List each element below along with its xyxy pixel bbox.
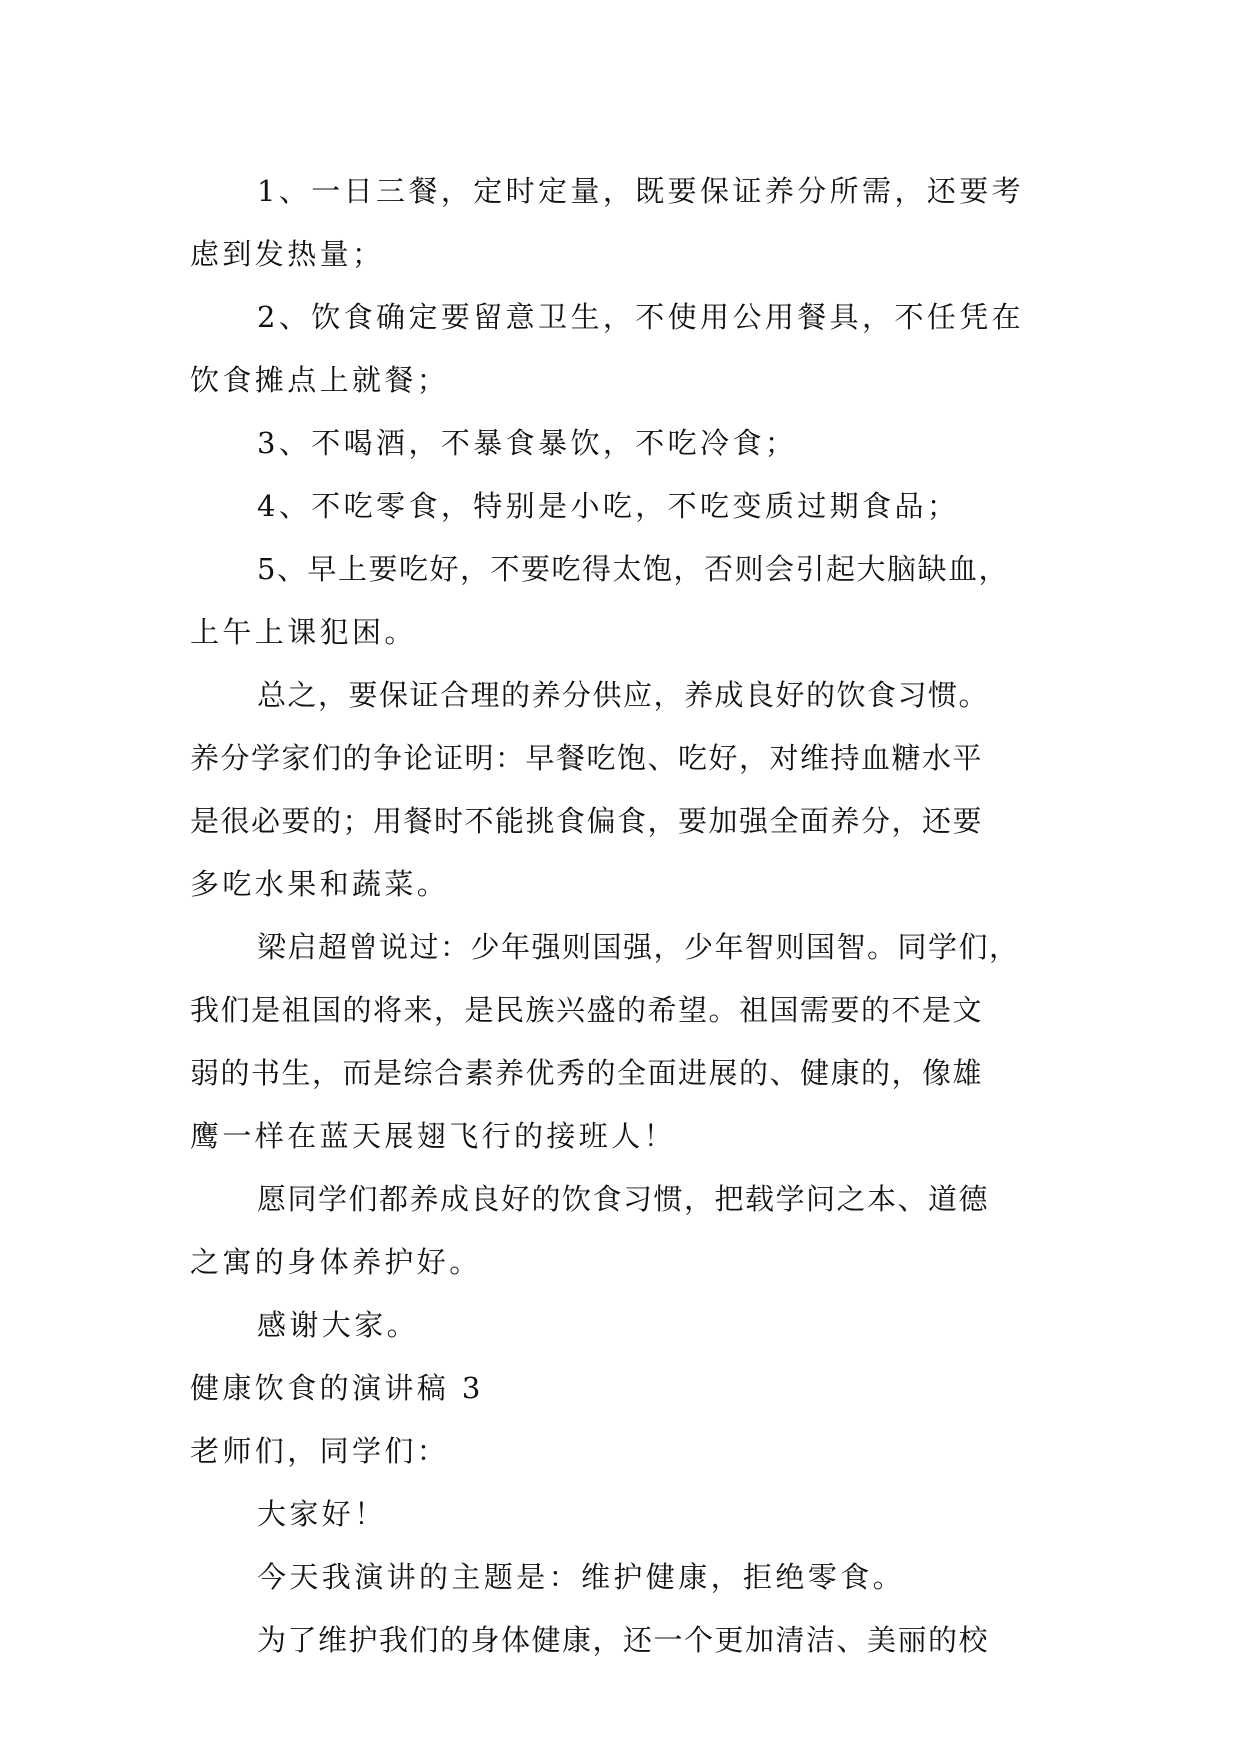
paragraph-line: 是很必要的；用餐时不能挑食偏食，要加强全面养分，还要 bbox=[190, 804, 984, 838]
paragraph-line: 上午上课犯困。 bbox=[190, 615, 417, 649]
paragraph-line: 梁启超曾说过：少年强则国强，少年智则国智。同学们， bbox=[257, 930, 1020, 964]
paragraph-line: 多吃水果和蔬菜。 bbox=[190, 867, 450, 901]
paragraph-line: 5、早上要吃好，不要吃得太饱，否则会引起大脑缺血， bbox=[257, 552, 1009, 586]
paragraph-line: 4、不吃零食，特别是小吃，不吃变质过期食品； bbox=[257, 489, 960, 523]
paragraph-line: 饮食摊点上就餐； bbox=[190, 363, 450, 397]
salutation: 老师们，同学们： bbox=[190, 1434, 450, 1468]
section-heading: 健康饮食的演讲稿 3 bbox=[190, 1371, 484, 1405]
document-body bbox=[190, 160, 1070, 1672]
paragraph-line: 为了维护我们的身体健康，还一个更加清洁、美丽的校 bbox=[257, 1623, 990, 1657]
paragraph-line: 愿同学们都养成良好的饮食习惯，把载学问之本、道德 bbox=[257, 1182, 990, 1216]
paragraph-line: 感谢大家。 bbox=[257, 1308, 420, 1342]
paragraph-line: 养分学家们的争论证明：早餐吃饱、吃好，对维持血糖水平 bbox=[190, 741, 984, 775]
paragraph-line: 之寓的身体养护好。 bbox=[190, 1245, 482, 1279]
paragraph-line: 虑到发热量； bbox=[190, 237, 385, 271]
paragraph-line: 总之，要保证合理的养分供应，养成良好的饮食习惯。 bbox=[257, 678, 990, 712]
paragraph-line: 鹰一样在蓝天展翅飞行的接班人！ bbox=[190, 1119, 677, 1153]
paragraph-line: 3、不喝酒，不暴食暴饮，不吃冷食； bbox=[257, 426, 798, 460]
paragraph-line: 2、饮食确定要留意卫生，不使用公用餐具，不任凭在 bbox=[257, 300, 1025, 334]
paragraph-line: 我们是祖国的将来，是民族兴盛的希望。祖国需要的不是文 bbox=[190, 993, 984, 1027]
paragraph-line: 1、一日三餐，定时定量，既要保证养分所需，还要考 bbox=[257, 174, 1025, 208]
paragraph-line: 弱的书生，而是综合素养优秀的全面进展的、健康的，像雄 bbox=[190, 1056, 984, 1090]
greeting: 大家好！ bbox=[257, 1497, 387, 1531]
paragraph-line: 今天我演讲的主题是：维护健康，拒绝零食。 bbox=[257, 1560, 906, 1594]
